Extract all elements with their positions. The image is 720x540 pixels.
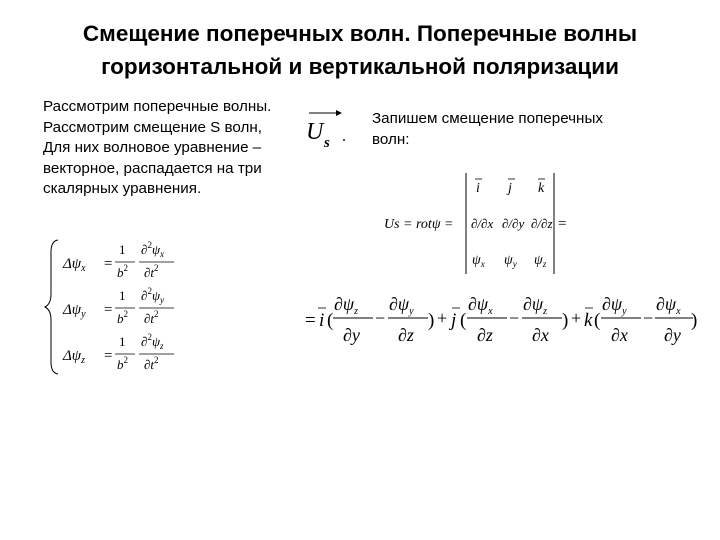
curl-lhs: Us = rotψ = [384,217,454,232]
svg-text:1: 1 [119,334,126,349]
svg-text:∂x: ∂x [611,325,628,345]
svg-text:): ) [691,310,698,331]
expansion-term-i [333,294,428,345]
curl-d-dx: ∂/∂x [471,216,494,231]
svg-text:1: 1 [119,242,126,257]
slide-title-line-2: горизонтальной и вертикальной поляризации [101,54,619,79]
curl-unit-j: j [508,181,512,196]
wave-equation-x [62,240,174,280]
curl-d-dy: ∂/∂y [502,216,525,231]
svg-text:Δψz: $\Delta\psi_z$ [63,348,86,366]
svg-text:∂t2: $\partial t^2$ [144,309,159,326]
slide-title-line-1: Смещение поперечных волн. Поперечные волны [82,21,638,46]
wave-equation-system [40,232,200,388]
svg-text:Δψx: $\Delta\psi_x$ [63,256,86,274]
svg-text:1: 1 [119,288,126,303]
svg-text:b2: $b^2$ [117,355,128,372]
svg-text:∂ψz: $\partial\psi_z$ [334,294,358,317]
svg-text:+: + [571,308,582,328]
curl-unit-i: i [476,181,480,196]
svg-text:=: = [104,348,113,364]
left-text-line: Рассмотрим поперечные волны. [43,98,272,115]
svg-text:∂ψy: $\partial\psi_y$ [602,294,627,317]
us-symbol-s: s [324,135,330,151]
svg-text:−: − [643,308,654,328]
wave-equation-y [62,286,174,326]
curl-psi-x: $\psi_x$ [472,253,485,269]
svg-text:∂t2: $\partial t^2$ [144,355,159,372]
expansion-term-k [601,294,693,345]
right-text-line: Запишем смещение поперечных [372,110,603,127]
expansion-unit-j: j [451,310,457,331]
expansion-unit-k: k [584,310,593,331]
svg-text:∂ψx: $\partial\psi_x$ [656,294,681,317]
left-text-line: Для них волновое уравнение – [43,139,262,156]
expansion-unit-i: i [319,310,325,331]
expansion-term-j [467,294,562,345]
wave-equation-z [62,332,174,372]
curl-expansion [303,286,698,352]
svg-text:∂z: ∂z [398,325,414,345]
left-text-line: Рассмотрим смещение S волн, [43,118,262,136]
svg-text:∂t2: $\partial t^2$ [144,263,159,280]
svg-text:+: + [437,308,448,328]
left-text-line: векторное, распадается на три [43,159,262,177]
svg-text:b2: $b^2$ [117,309,128,326]
right-text-line: волн: [372,130,410,148]
svg-text:∂z: ∂z [477,325,493,345]
svg-text:∂2ψx: $\partial^2\psi_x$ [141,240,165,259]
svg-text:∂2ψy: $\partial^2\psi_y$ [141,286,165,305]
svg-text:(: ( [594,310,601,331]
svg-text:): ) [428,310,435,331]
svg-text:∂ψy: $\partial\psi_y$ [389,294,414,317]
left-text-block [43,97,343,200]
svg-text:b2: $b^2$ [117,263,128,280]
svg-text:Δψy: $\Delta\psi_y$ [63,302,86,320]
svg-text:∂ψz: $\partial\psi_z$ [523,294,547,317]
curl-determinant [378,170,578,276]
svg-text:−: − [509,308,520,328]
svg-text:=: = [104,256,113,272]
curl-psi-z: $\psi_z$ [534,253,547,269]
svg-text:): ) [562,310,569,331]
svg-text:∂x: ∂x [532,325,549,345]
left-text-line: скалярных уравнения. [43,180,202,197]
svg-text:∂ψx: $\partial\psi_x$ [468,294,493,317]
us-symbol-dot: . [342,128,346,145]
expansion-lead: = [305,310,316,331]
svg-text:−: − [375,308,386,328]
svg-text:(: ( [327,310,334,331]
svg-text:=: = [104,302,113,318]
us-vector-symbol [302,107,362,155]
curl-d-dz: ∂/∂z [531,216,553,231]
us-symbol-u: U [306,119,324,145]
curl-tail-equals: = [558,216,567,232]
curl-unit-k: k [538,181,545,196]
right-text-block [372,109,682,150]
svg-text:∂2ψz: $\partial^2\psi_z$ [141,332,164,351]
svg-text:∂y: ∂y [664,325,681,345]
svg-text:∂y: ∂y [343,325,360,345]
curl-psi-y: $\psi_y$ [504,253,517,269]
svg-text:(: ( [460,310,467,331]
